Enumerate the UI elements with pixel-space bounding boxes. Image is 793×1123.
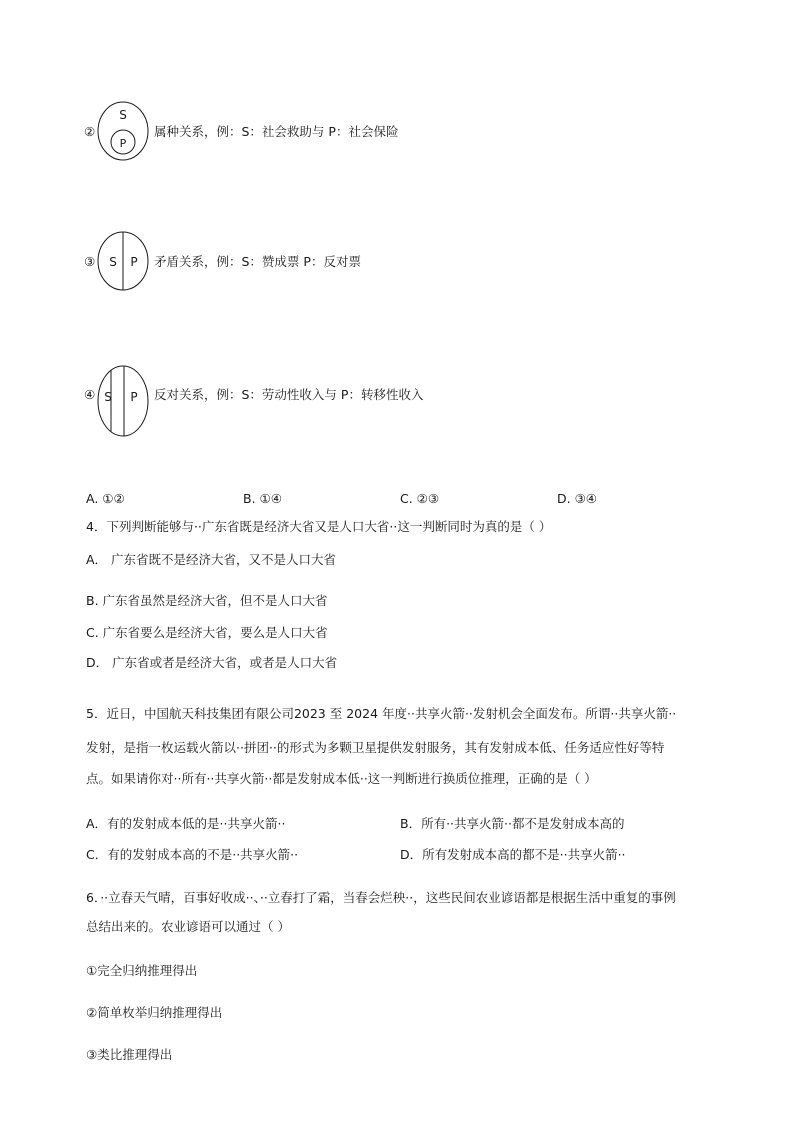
q5-option-b[interactable]: B．所有··共享火箭··都不是发射成本高的 xyxy=(400,816,625,831)
q3-option-a[interactable]: A. ①② xyxy=(86,491,125,506)
q3-option-c[interactable]: C. ②③ xyxy=(400,491,440,506)
q4-stem: 4．下列判断能够与··广东省既是经济大省又是人口大省··这一判断同时为真的是（ ） xyxy=(86,519,552,534)
diagram-2-text: 属种关系，例：S：社会救助与 P：社会保险 xyxy=(154,124,399,139)
q5-option-c[interactable]: C．有的发射成本高的不是··共享火箭·· xyxy=(86,847,299,862)
diagram-3-text: 矛盾关系，例：S：赞成票 P：反对票 xyxy=(154,254,361,269)
q3-option-b[interactable]: B. ①④ xyxy=(243,491,282,506)
q4-option-d[interactable]: D． 广东省或者是经济大省，或者是人口大省 xyxy=(86,655,338,670)
diagram-3-s-label: S xyxy=(109,255,117,269)
diagram-2-s-label: S xyxy=(119,108,127,122)
q6-item-2: ②简单枚举归纳推理得出 xyxy=(86,1005,223,1020)
q3-option-d[interactable]: D. ③④ xyxy=(557,491,597,506)
diagram-4-text: 反对关系，例：S：劳动性收入与 P：转移性收入 xyxy=(154,387,424,402)
subset-relation-diagram xyxy=(96,100,152,162)
q5-option-d[interactable]: D．所有发射成本高的都不是··共享火箭·· xyxy=(400,847,626,862)
contradictory-relation-diagram xyxy=(96,230,152,292)
q5-option-a[interactable]: A．有的发射成本低的是··共享火箭·· xyxy=(86,816,286,831)
q4-option-a[interactable]: A． 广东省既不是经济大省，又不是人口大省 xyxy=(86,552,337,567)
diagram-4-p-label: P xyxy=(130,390,138,404)
q4-option-c[interactable]: C. 广东省要么是经济大省，要么是人口大省 xyxy=(86,625,328,640)
diagram-2-p-label: P xyxy=(119,137,127,150)
contrary-relation-diagram xyxy=(96,363,152,439)
q5-stem-line-3: 点。如果请你对··所有··共享火箭··都是发射成本低··这一判断进行换质位推理，正确的是（ ） xyxy=(86,771,597,786)
diagram-4-marker: ④ xyxy=(84,387,96,402)
q6-item-1: ①完全归纳推理得出 xyxy=(86,963,198,978)
q6-stem-line-2: 总结出来的。农业谚语可以通过（ ） xyxy=(86,919,290,934)
q6-item-3: ③类比推理得出 xyxy=(86,1047,173,1062)
diagram-2-marker: ② xyxy=(84,124,96,139)
q5-stem-line-1: 5．近日，中国航天科技集团有限公司2023 至 2024 年度··共享火箭··发射机会全面发布。所谓··共享火箭·· xyxy=(86,706,677,721)
q4-option-b[interactable]: B. 广东省虽然是经济大省，但不是人口大省 xyxy=(86,593,328,608)
q5-stem-line-2: 发射，是指一枚运载火箭以··拼团··的形式为多颗卫星提供发射服务，其有发射成本低、任务适应性好等特 xyxy=(86,740,665,755)
diagram-4-s-label: S xyxy=(104,390,112,404)
diagram-3-p-label: P xyxy=(130,255,138,269)
q6-stem-line-1: 6．··立春天气晴，百事好收成··、··立春打了霜，当春会烂秧··，这些民间农业谚语都是根据生活中重复的事例 xyxy=(86,890,676,905)
diagram-3-marker: ③ xyxy=(84,254,96,269)
